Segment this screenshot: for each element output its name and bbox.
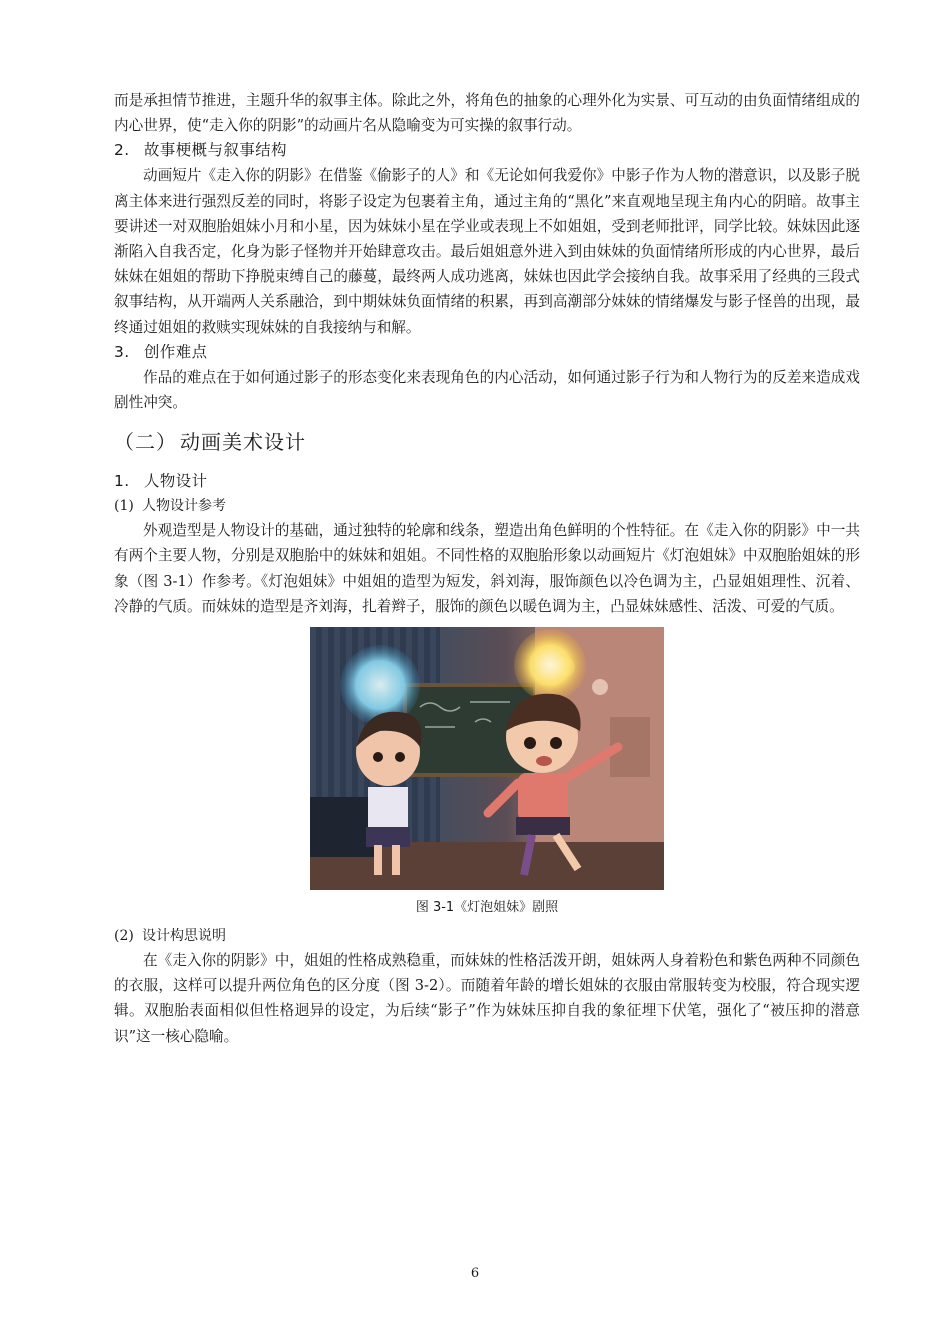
figure-caption: 图 3-1《灯泡姐妹》剧照 <box>415 900 559 916</box>
item-number: (1) <box>114 498 134 515</box>
item-heading-concept <box>114 924 860 948</box>
chapter-number: （二） <box>114 430 177 455</box>
item-title: 人物设计参考 <box>142 498 226 515</box>
section-heading-difficulty <box>114 340 860 365</box>
item-title: 设计构思说明 <box>142 928 226 945</box>
concept-paragraph: 在《走入你的阴影》中，姐姐的性格成熟稳重，而妹妹的性格活泼开朗，姐妹两人身着粉色和紫色两种不同颜色的衣服，这样可以提升两位角色的区分度（图 3-2）。而随着年龄的增长姐妹的衣服由常服转变为校服，符合现实逻辑。双胞胎表面相似但性格迥异的设定，为后续“影子”作为妹妹压抑自我的象征埋下伏笔，强化了“被压抑的潜意识”这一核心隐喻。 <box>114 952 860 1045</box>
document-page <box>114 88 860 1049</box>
item-number: (2) <box>114 928 134 945</box>
section-title: 创作难点 <box>144 342 208 361</box>
film-still-illustration <box>310 627 664 890</box>
intro-paragraph: 而是承担情节推进，主题升华的叙事主体。除此之外，将角色的抽象的心理外化为实景、可互动的由负面情绪组成的内心世界，使“走入你的阴影”的动画片名从隐喻变为可实操的叙事行动。 <box>114 92 860 135</box>
section-title: 故事梗概与叙事结构 <box>144 141 288 160</box>
reference-paragraph: 外观造型是人物设计的基础，通过独特的轮廓和线条，塑造出角色鲜明的个性特征。在《走入你的阴影》中一共有两个主要人物，分别是双胞胎中的妹妹和姐姐。不同性格的双胞胎形象以动画短片《灯泡姐妹》中双胞胎姐妹的形象（图 3-1）作参考。《灯泡姐妹》中姐姐的造型为短发，斜刘海，服饰颜色以冷色调为主，凸显姐姐理性、沉着、冷静的气质。而妹妹的造型是齐刘海，扎着辫子，服饰的颜色以暖色调为主，凸显妹妹感性、活泼、可爱的气质。 <box>114 522 860 615</box>
subsection-heading-character <box>114 469 860 494</box>
difficulty-paragraph: 作品的难点在于如何通过影子的形态变化来表现角色的内心活动，如何通过影子行为和人物行为的反差来造成戏剧性冲突。 <box>114 368 860 412</box>
chapter-title: 动画美术设计 <box>180 430 306 455</box>
figure <box>114 627 860 918</box>
section-heading-story <box>114 138 860 163</box>
subsection-number: 1. <box>114 472 130 491</box>
section-number: 3. <box>114 342 130 361</box>
film-still-image <box>310 627 664 890</box>
section-number: 2. <box>114 141 130 160</box>
story-paragraph: 动画短片《走入你的阴影》在借鉴《偷影子的人》和《无论如何我爱你》中影子作为人物的潜意识，以及影子脱离主体来进行强烈反差的同时，将影子设定为包裹着主角，通过主角的“黑化”来直观地呈现主角内心的阴暗。故事主要讲述一对双胞胎姐妹小月和小星，因为妹妹小星在学业或表现上不如姐姐，受到老师批评，同学比较。妹妹因此逐渐陷入自我否定，化身为影子怪物并开始肆意攻击。最后姐姐意外进入到由妹妹的负面情绪所形成的内心世界，最后妹妹在姐姐的帮助下挣脱束缚自己的藤蔓，最终两人成功逃离，妹妹也因此学会接纳自我。故事采用了经典的三段式叙事结构，从开端两人关系融洽，到中期妹妹负面情绪的积累，再到高潮部分妹妹的情绪爆发与影子怪兽的出现，最终通过姐姐的救赎实现妹妹的自我接纳与和解。 <box>114 167 860 336</box>
item-heading-reference <box>114 494 860 518</box>
page-number: 6 <box>470 1266 480 1281</box>
chapter-heading <box>114 427 860 457</box>
subsection-title: 人物设计 <box>144 472 208 491</box>
